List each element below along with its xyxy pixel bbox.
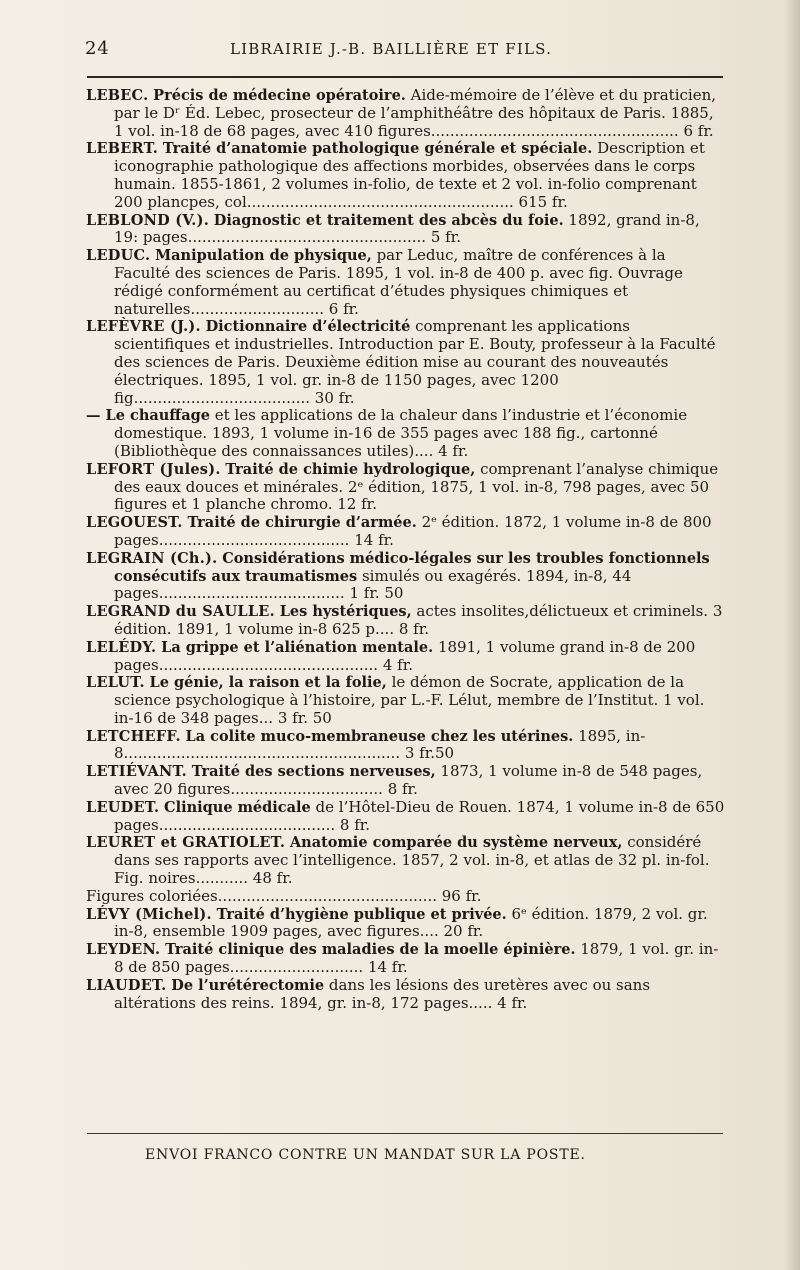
page-number: 24 xyxy=(85,38,110,59)
entry-description: Figures coloriées.............................................. xyxy=(86,886,437,905)
entry-description: 1892, grand in-8, 19: pages.................................................. xyxy=(114,210,700,247)
catalog-entry xyxy=(86,977,726,1013)
catalog-entries xyxy=(86,87,726,1135)
entry-title: Traité de chirurgie d’armée. xyxy=(187,514,417,532)
catalog-entry xyxy=(86,212,726,248)
entry-author: LÉVY (Michel). xyxy=(86,905,212,923)
entry-author: LEFORT (Jules). xyxy=(86,460,221,478)
header-rule xyxy=(87,76,723,78)
entry-price: 48 fr. xyxy=(248,869,293,888)
entry-title: La grippe et l’aliénation mentale. xyxy=(161,638,434,656)
footer-rule xyxy=(87,1133,723,1134)
entry-price: 3 fr.50 xyxy=(400,744,455,763)
entry-price: 5 fr. xyxy=(426,228,461,247)
entry-author: — xyxy=(86,407,101,425)
entry-title: De l’urétérectomie xyxy=(171,976,325,994)
entry-author: LEGOUEST. xyxy=(86,514,183,532)
entry-title: La colite muco-membraneuse chez les utérines. xyxy=(185,727,574,745)
entry-price: 3 fr. 50 xyxy=(273,708,332,727)
entry-price: 8 fr. xyxy=(382,780,418,799)
catalog-entry xyxy=(86,674,726,727)
entry-title: Traité d’anatomie pathologique générale et spéciale. xyxy=(162,140,593,158)
catalog-entry xyxy=(86,834,726,887)
catalog-entry xyxy=(86,318,726,407)
entry-price: 4 fr. xyxy=(378,655,413,674)
catalog-entry xyxy=(86,550,726,603)
entry-title: Anatomie comparée du système nerveux, xyxy=(289,834,623,852)
entry-price: 20 fr. xyxy=(438,922,484,941)
entry-title: Le chauffage xyxy=(105,407,210,425)
entry-author: LEGRAIN (Ch.). xyxy=(86,549,218,567)
entry-author: LEDUC. xyxy=(86,247,151,265)
entry-description: actes insolites,délictueux et criminels. 3 édition. 1891, 1 volume in-8 625 p.... xyxy=(114,602,723,638)
entry-title: Traité clinique des maladies de la moelle épinière. xyxy=(165,941,576,959)
entry-price: 14 fr. xyxy=(349,530,394,549)
entry-description: Description et iconographie pathologique des affections morbides, observées dans le corps humain. 1855-1861, 2 volumes in-folio, de texte et 2 vol. in-folio comprenant 200 plancpes, col........................................................ xyxy=(114,139,705,211)
entry-author: LEGRAND du SAULLE. xyxy=(86,603,275,621)
catalog-entry xyxy=(86,87,726,140)
entry-title: Précis de médecine opératoire. xyxy=(153,87,406,104)
entry-title: Considérations médico-légales sur les troubles fonctionnels consécutifs aux traumatismes xyxy=(114,549,710,585)
entry-description: simulés ou exagérés. 1894, in-8, 44 pages....................................... xyxy=(114,566,632,603)
catalog-entry xyxy=(86,639,726,675)
entry-description: 1873, 1 volume in-8 de 548 pages, avec 20 figures................................ xyxy=(114,762,703,799)
entry-price: 14 fr. xyxy=(363,958,408,977)
catalog-entry xyxy=(86,906,726,942)
entry-description: comprenant les applications scientifiques et industrielles. Introduction par E. Bouty, professeur à la Faculté des sciences de Paris. Deuxième édition mise au courant des nouveautés électriques. 1895, 1 vol. gr. in-8 de 1150 pages, avec 1200 fig..................................... xyxy=(114,317,716,407)
entry-author: LEFÈVRE (J.). xyxy=(86,318,201,336)
catalog-entry xyxy=(86,799,726,835)
catalog-entry xyxy=(86,728,726,764)
shipping-note: ENVOI FRANCO CONTRE UN MANDAT SUR LA POSTE. xyxy=(145,1147,586,1163)
catalog-entry xyxy=(86,407,726,460)
entry-author: LEUDET. xyxy=(86,798,160,816)
entry-description: dans les lésions des uretères avec ou sans altérations des reins. 1894, gr. in-8, 172 pages..... xyxy=(114,975,651,1012)
entry-price: 8 fr. xyxy=(394,619,430,638)
entry-title: Les hystériques, xyxy=(279,603,412,621)
entry-price: 96 fr. xyxy=(437,886,482,905)
entry-author: LEBEC. xyxy=(86,87,149,104)
entry-description: de l’Hôtel-Dieu de Rouen. 1874, 1 volume in-8 de 650 pages..................................... xyxy=(114,797,725,834)
entry-price: 6 fr. xyxy=(678,121,714,140)
running-head: LIBRAIRIE J.-B. BAILLIÈRE ET FILS. xyxy=(230,40,553,58)
page-header xyxy=(85,38,725,62)
entry-title: Diagnostic et traitement des abcès du foie. xyxy=(213,211,564,229)
entry-description: 2ᵉ édition. 1872, 1 volume in-8 de 800 pages........................................ xyxy=(114,513,712,549)
entry-description: 1879, 1 vol. gr. in-8 de 850 pages............................ xyxy=(114,940,719,977)
entry-price: 30 fr. xyxy=(310,388,355,407)
entry-description: 6ᵉ édition. 1879, 2 vol. gr. in-8, ensemble 1909 pages, avec figures.... xyxy=(114,904,708,941)
entry-price: 12 fr. xyxy=(332,495,377,514)
entry-price: 615 fr. xyxy=(513,192,568,211)
entry-author: LIAUDET. xyxy=(86,976,167,994)
entry-title: Le génie, la raison et la folie, xyxy=(149,674,387,692)
entry-description: par Leduc, maître de conférences à la Faculté des sciences de Paris. 1895, 1 vol. in-8 de 400 p. avec fig. Ouvrage rédigé conformément au certificat d’études physiques chimiques et naturelles............................ xyxy=(114,246,683,318)
entry-title: Traité des sections nerveuses, xyxy=(191,763,436,781)
entry-price: 8 fr. xyxy=(335,815,371,834)
entry-author: LEYDEN. xyxy=(86,941,161,959)
entry-price: 1 fr. 50 xyxy=(344,584,404,603)
entry-description: Aide-mémoire de l’élève et du praticien, par le Dʳ Éd. Lebec, prosecteur de l’amphithéâtre des hôpitaux de Paris. 1885, 1 vol. in-18 de 68 pages, avec 410 figures.................................................... xyxy=(114,86,717,140)
catalog-entry xyxy=(86,763,726,799)
entry-description: le démon de Socrate, application de la science psychologique à l’histoire, par L.-F. Lélut, membre de l’Institut. 1 vol. in-16 de 348 pages... xyxy=(114,673,705,727)
catalog-entry xyxy=(86,888,726,906)
entry-description: et les applications de la chaleur dans l’industrie et l’économie domestique. 1893, 1 volume in-16 de 355 pages avec 188 fig., cartonné (Bibliothèque des connaissances utiles).... xyxy=(114,406,688,460)
entry-author: LELUT. xyxy=(86,674,145,692)
entry-description: 1891, 1 volume grand in-8 de 200 pages.............................................. xyxy=(114,637,696,674)
catalog-entry xyxy=(86,603,726,639)
entry-author: LETCHEFF. xyxy=(86,727,181,745)
catalog-entry xyxy=(86,941,726,977)
entry-title: Manipulation de physique, xyxy=(155,247,372,265)
entry-title: Traité d’hygiène publique et privée. xyxy=(216,905,507,923)
entry-author: LEBLOND (V.). xyxy=(86,211,209,229)
entry-title: Traité de chimie hydrologique, xyxy=(225,460,476,478)
entry-author: LEBERT. xyxy=(86,140,159,158)
entry-price: 6 fr. xyxy=(324,299,359,318)
catalog-entry xyxy=(86,140,726,211)
entry-description: considéré dans ses rapports avec l’intelligence. 1857, 2 vol. in-8, et atlas de 32 pl. in-fol. Fig. noires........... xyxy=(114,833,710,888)
entry-author: LETIÉVANT. xyxy=(86,763,187,781)
entry-author: LEURET et GRATIOLET. xyxy=(86,834,286,852)
entry-title: Clinique médicale xyxy=(164,798,311,816)
entry-price: 4 fr. xyxy=(492,993,528,1012)
entry-title: Dictionnaire d’électricité xyxy=(205,318,411,336)
catalog-entry xyxy=(86,461,726,514)
entry-author: LELÉDY. xyxy=(86,638,157,656)
catalog-entry xyxy=(86,514,726,550)
catalog-entry xyxy=(86,247,726,318)
page-edge-shadow xyxy=(784,0,800,1270)
entry-description: 1895, in-8.......................................................... xyxy=(114,726,646,763)
entry-price: 4 fr. xyxy=(433,441,469,460)
entry-description: comprenant l’analyse chimique des eaux douces et minérales. 2ᵉ édition, 1875, 1 vol. in-8, 798 pages, avec 50 figures et 1 planche chromo. xyxy=(114,459,719,514)
